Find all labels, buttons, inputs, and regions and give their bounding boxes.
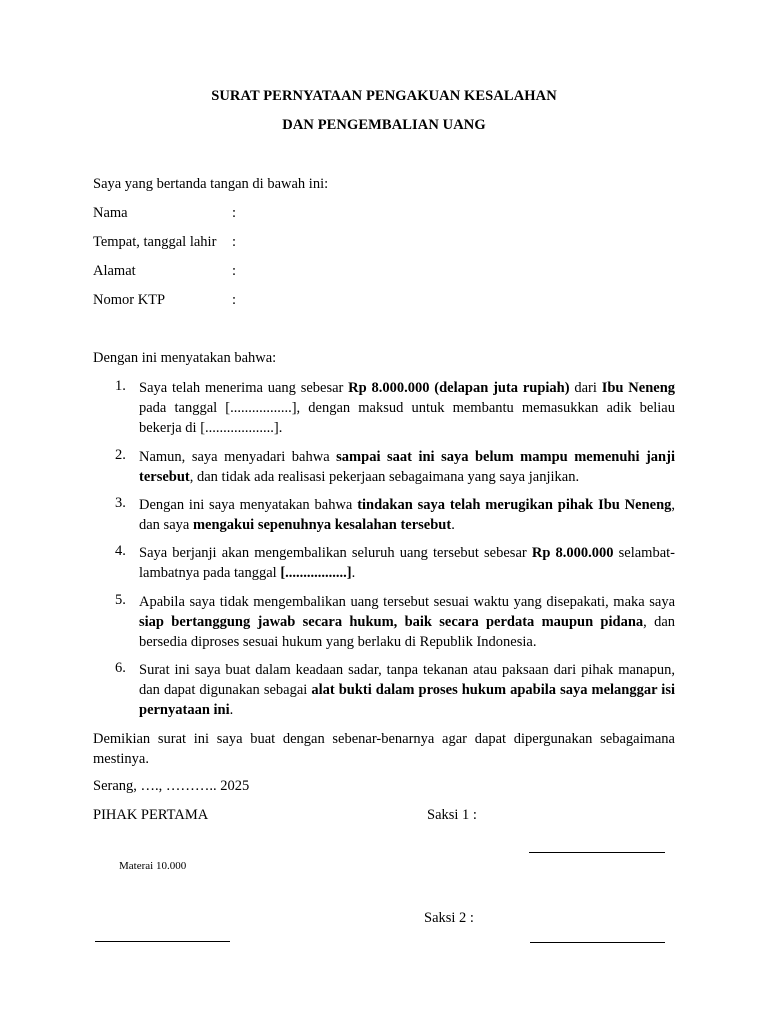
closing-paragraph: Demikian surat ini saya buat dengan sebenar-benarnya agar dapat dipergunakan sebagaimana mestinya. xyxy=(93,731,675,767)
item-text-segment: Namun, saya menyadari bahwa xyxy=(139,449,337,465)
item-text xyxy=(139,378,675,438)
item-text-bold: alat bukti dalam proses hukum apabila saya melanggar isi pernyataan ini xyxy=(139,682,676,718)
document-title-line1: SURAT PERNYATAAN PENGAKUAN KESALAHAN xyxy=(211,88,557,104)
item-text-segment: pada tanggal [.................], dengan maksud untuk membantu memasukkan adik beliau bekerja di [...................]. xyxy=(139,400,675,436)
item-text-segment: Dengan ini saya menyatakan bahwa xyxy=(139,497,358,513)
place-date: Serang, …., ……….. 2025 xyxy=(93,778,250,794)
item-number: 6. xyxy=(115,660,126,676)
item-number: 5. xyxy=(115,592,126,608)
item-number: 2. xyxy=(115,447,126,463)
item-text-segment: dari xyxy=(569,380,602,396)
materai-label: Materai 10.000 xyxy=(119,860,187,872)
item-text-segment: . xyxy=(229,702,234,718)
item-text-segment: Saya telah menerima uang sebesar xyxy=(139,380,349,396)
item-text-bold: [.................] xyxy=(280,565,352,581)
item-text-bold: Rp 8.000.000 (delapan juta rupiah) xyxy=(348,380,570,396)
item-text-segment: , dan bersedia diproses sesuai hukum yang berlaku di Republik Indonesia. xyxy=(139,614,676,650)
intro-text: Saya yang bertanda tangan di bawah ini: xyxy=(93,176,329,192)
item-number: 3. xyxy=(115,495,126,511)
item-text-segment: Saya berjanji akan mengembalikan seluruh uang tersebut sebesar xyxy=(139,545,532,561)
item-text-bold: Rp 8.000.000 xyxy=(531,545,614,561)
item-text-segment: Surat ini saya buat dalam keadaan sadar, tanpa tekanan atau paksaan dari pihak manapun, dan dapat digunakan sebagai xyxy=(139,662,675,698)
field-label-alamat: Alamat xyxy=(93,263,136,279)
field-colon: : xyxy=(232,263,237,279)
witness1-signature-line xyxy=(529,852,665,853)
document-title-line2: DAN PENGEMBALIAN UANG xyxy=(282,117,486,133)
item-text xyxy=(139,447,675,487)
field-label-ktp: Nomor KTP xyxy=(93,292,166,308)
first-party-signature-line xyxy=(95,941,230,942)
item-text-segment: , dan saya xyxy=(139,497,676,533)
item-text-bold: siap bertanggung jawab secara hukum, baik secara perdata maupun pidana xyxy=(139,614,644,630)
item-text-segment: , dan tidak ada realisasi pekerjaan sebagaimana yang saya janjikan. xyxy=(189,469,580,485)
witness2-signature-line xyxy=(530,942,665,943)
item-text-bold: mengakui sepenuhnya kesalahan tersebut xyxy=(192,517,452,533)
item-number: 1. xyxy=(115,378,126,394)
field-colon: : xyxy=(232,205,237,221)
field-label-ttl: Tempat, tanggal lahir xyxy=(93,234,217,250)
item-text-bold: sampai saat ini saya belum mampu memenuhi janji tersebut xyxy=(139,449,675,485)
witness1-label: Saksi 1 : xyxy=(427,807,477,823)
item-text xyxy=(139,592,675,652)
item-text xyxy=(139,660,675,720)
item-text-segment: . xyxy=(451,517,455,533)
item-text-segment: selambat-lambatnya pada tanggal xyxy=(139,545,675,581)
item-number: 4. xyxy=(115,543,126,559)
field-label-nama: Nama xyxy=(93,205,128,221)
first-party-label: PIHAK PERTAMA xyxy=(93,807,209,823)
field-colon: : xyxy=(232,234,237,250)
item-text-segment: . xyxy=(351,565,356,581)
witness2-label: Saksi 2 : xyxy=(424,910,474,926)
item-text-bold: tindakan saya telah merugikan pihak Ibu Neneng xyxy=(357,497,672,513)
item-text-bold: Ibu Neneng xyxy=(601,380,676,396)
item-text xyxy=(139,495,675,535)
item-text xyxy=(139,543,675,583)
field-colon: : xyxy=(232,292,237,308)
statement-intro: Dengan ini menyatakan bahwa: xyxy=(93,350,277,366)
item-text-segment: Apabila saya tidak mengembalikan uang tersebut sesuai waktu yang disepakati, maka saya xyxy=(139,594,675,610)
